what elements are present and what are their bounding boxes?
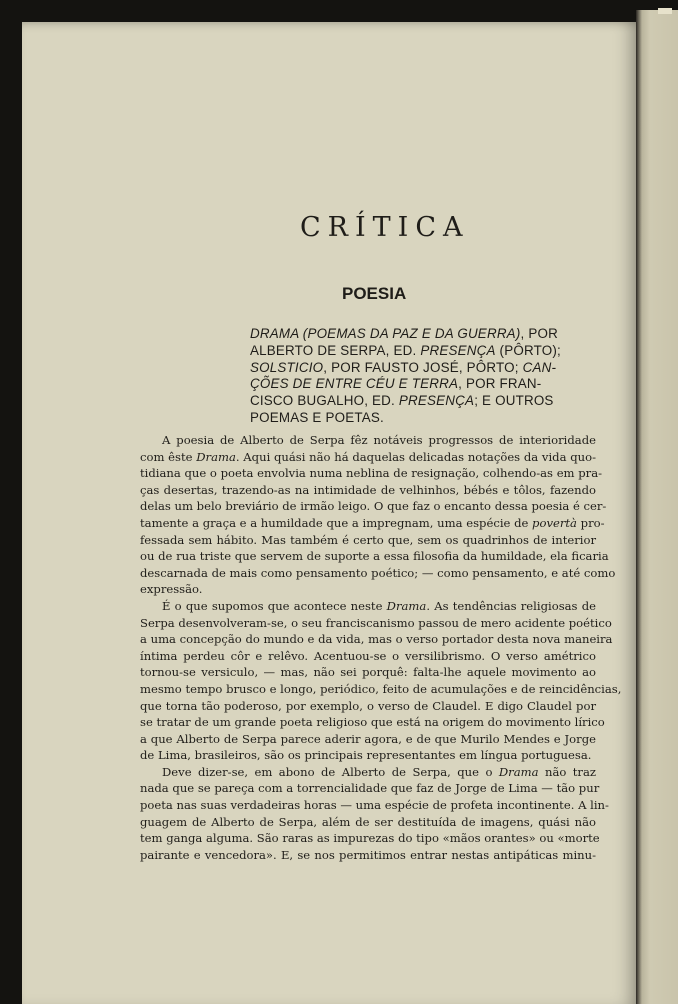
page-edge-mark — [658, 8, 672, 14]
book-list-line — [250, 326, 594, 343]
text-run: tornou-se versiculo, — mas, não sei porquê: falta-lhe aquele movimento ao — [140, 665, 596, 680]
text-run: pairante e vencedora». E, se nos permitimos entrar nestas antipáticas minu- — [140, 847, 596, 862]
text-run: a que Alberto de Serpa parece aderir agora, e de que Murilo Mendes e Jorge — [140, 731, 596, 746]
next-page-edge — [636, 10, 678, 1004]
text-run: não traz — [538, 764, 596, 779]
text-run: guagem de Alberto de Serpa, além de ser destituída de imagens, quási não — [140, 814, 596, 829]
book-list-line — [250, 410, 594, 427]
text-run: a uma concepção do mundo e da vida, mas o verso portador desta nova maneira — [140, 632, 613, 647]
text-run: de Lima, brasileiros, são os principais representantes em língua portuguesa. — [140, 748, 592, 763]
book-list-line — [250, 360, 594, 377]
text-run: delas um belo breviário de irmão leigo. O que faz o encanto dessa poesia é cer- — [140, 499, 607, 514]
text-run: íntima perdeu côr e relêvo. Acentuou-se o versilibrismo. O verso amétrico — [140, 648, 596, 663]
body-line — [140, 681, 622, 698]
italic-title-text: Drama — [498, 764, 539, 779]
body-line — [140, 764, 596, 781]
section-title: CRÍTICA — [300, 212, 470, 243]
text-run: pro- — [576, 515, 605, 530]
text-run: Serpa desenvolveram-se, o seu franciscanismo passou de mero acidente poético — [140, 615, 612, 630]
italic-title-text: povertà — [532, 515, 577, 530]
text-run: ças desertas, trazendo-as na intimidade de velhinhos, bébés e tôlos, fazendo — [140, 482, 596, 497]
body-line — [140, 797, 609, 814]
italic-title-text: SOLSTICIO — [250, 359, 324, 375]
text-run: ALBERTO DE SERPA, ED. — [250, 342, 421, 358]
text-run: . As tendências religiosas de — [426, 598, 596, 613]
body-line — [140, 714, 605, 731]
body-line — [140, 465, 603, 482]
text-run: que torna tão poderoso, por exemplo, o verso de Claudel. E digo Claudel por — [140, 698, 596, 713]
body-line — [140, 814, 596, 831]
body-line — [140, 482, 596, 499]
body-line — [140, 731, 596, 748]
text-run: , POR FAUSTO JOSÉ, PÔRTO; — [323, 359, 523, 375]
subsection-title: POESIA — [342, 284, 407, 303]
text-run: A poesia de Alberto de Serpa fêz notáveis progressos de interioridade — [162, 433, 596, 447]
text-run: tidiana que o poeta envolvia numa neblina de resignação, colhendo-as em pra- — [140, 466, 603, 481]
text-run: Deve dizer-se, em abono de Alberto de Serpa, que o — [162, 764, 499, 779]
body-line — [140, 581, 596, 598]
text-run: mesmo tempo brusco e longo, periódico, feito de acumulações e de reincidências, — [140, 681, 622, 696]
review-body-text — [140, 432, 622, 863]
text-run: com êste — [140, 449, 197, 464]
body-line — [140, 631, 613, 648]
body-line — [140, 515, 605, 532]
body-line — [140, 532, 596, 549]
book-list-line — [250, 343, 594, 360]
italic-title-text: PRESENÇA — [420, 342, 496, 358]
text-run: descarnada de mais como pensamento poético; — como pensamento, e até como — [140, 565, 616, 580]
italic-title-text: PRESENÇA — [398, 393, 475, 409]
body-line — [140, 698, 596, 715]
body-line — [140, 830, 600, 847]
reviewed-books-header — [250, 326, 594, 427]
text-run: ou de rua triste que servem de suporte a essa filosofia da humildade, ela ficaria — [140, 549, 609, 564]
text-run: (PÔRTO); — [495, 342, 561, 358]
italic-title-text: ÇÕES DE ENTRE CÉU E TERRA — [250, 376, 459, 392]
text-run: tamente a graça e a humildade que a impregnam, uma espécie de — [140, 515, 533, 530]
text-run: expressão. — [140, 582, 203, 597]
text-run: , POR FRAN- — [458, 376, 542, 392]
book-list-line — [250, 376, 594, 393]
text-run: ; E OUTROS — [474, 393, 554, 409]
text-run: POEMAS E POETAS. — [250, 409, 384, 425]
text-run: tem ganga alguma. São raras as impurezas do tipo «mãos orantes» ou «morte — [140, 831, 600, 846]
italic-title-text: DRAMA (POEMAS DA PAZ E DA GUERRA) — [250, 326, 521, 341]
italic-title-text: Drama — [196, 449, 236, 464]
text-run: fessada sem hábito. Mas também é certo que, sem os quadrinhos de interior — [140, 532, 596, 547]
text-run: nada que se pareça com a torrencialidade que faz de Jorge de Lima — tão pur — [140, 781, 600, 796]
text-run: . Aqui quási não há daquelas delicadas notações da vida quo- — [235, 449, 597, 464]
body-line — [140, 498, 607, 515]
body-line — [140, 615, 612, 632]
body-line — [140, 780, 600, 797]
body-line — [140, 664, 596, 681]
book-list-line — [250, 393, 594, 410]
italic-title-text: CAN- — [522, 359, 557, 375]
body-line — [140, 598, 596, 615]
body-line — [140, 747, 596, 764]
text-run: É o que supomos que acontece neste — [162, 598, 387, 613]
body-line — [140, 548, 609, 565]
body-line — [140, 847, 596, 864]
body-line — [140, 565, 616, 582]
italic-title-text: Drama — [386, 598, 427, 613]
body-line — [140, 449, 596, 466]
text-run: poeta nas suas verdadeiras horas — uma espécie de profeta incontinente. A lin- — [140, 798, 609, 813]
body-line — [140, 432, 596, 449]
text-run: CISCO BUGALHO, ED. — [250, 393, 399, 409]
text-run: se tratar de um grande poeta religioso que está na origem do movimento lírico — [140, 715, 605, 730]
text-run: , POR — [520, 326, 558, 341]
body-line — [140, 648, 596, 665]
